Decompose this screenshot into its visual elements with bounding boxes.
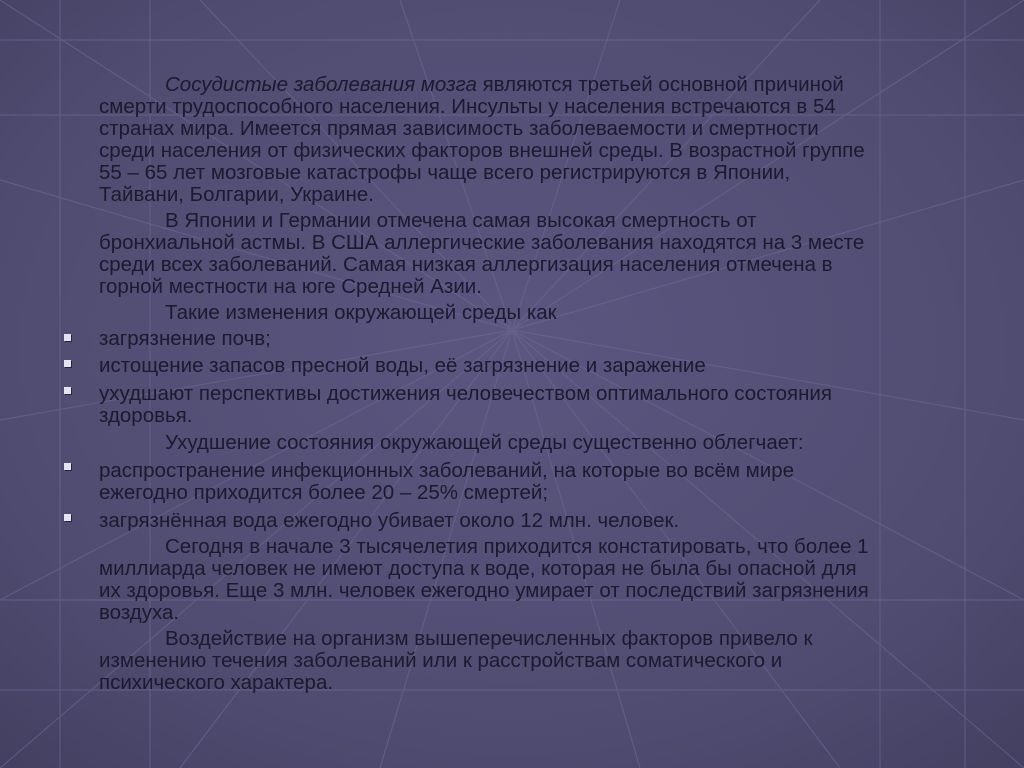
bullet1-1-line1: загрязнение почв;: [99, 327, 271, 350]
p1-line6: Тайвани, Болгарии, Украине.: [99, 183, 374, 206]
bullet2-1-line2: ежегодно приходится более 20 – 25% смертей;: [99, 481, 549, 504]
p6-line2: изменению течения заболеваний или к расстройствам соматического и: [99, 649, 783, 672]
bullet2-1-line1: распространение инфекционных заболеваний, на которые во всём мире: [99, 459, 795, 482]
p1-line3: странах мира. Имеется прямая зависимость заболеваемости и смертности: [99, 117, 819, 140]
bullet-marker: [64, 334, 71, 341]
p1-line1: [165, 74, 844, 96]
bullet-marker: [64, 360, 71, 367]
p3-line1: Такие изменения окружающей среды как: [165, 301, 557, 324]
bullet-marker: [64, 514, 71, 521]
p1-line2: смерти трудоспособного населения. Инсульты у населения встречаются в 54: [99, 95, 836, 118]
bullet1-2-line1: истощение запасов пресной воды, её загрязнение и заражение: [99, 354, 706, 377]
p1-italic-term: Сосудистые заболевания мозга: [165, 73, 477, 96]
p5-line3: их здоровья. Еще 3 млн. человек ежегодно умирает от последствий загрязнения: [99, 579, 869, 602]
bullet1-3-line1: ухудшают перспективы достижения человечеством оптимального состояния: [99, 382, 832, 405]
p6-line3: психического характера.: [99, 671, 334, 694]
p2-line4: горной местности на юге Средней Азии.: [99, 275, 482, 298]
p1-line5: 55 – 65 лет мозговые катастрофы чаще всего регистрируются в Японии,: [99, 161, 791, 184]
p2-line1: В Японии и Германии отмечена самая высокая смертность от: [165, 209, 757, 232]
bullet-marker: [64, 387, 71, 394]
p5-line2: миллиарда человек не имеют доступа к воде, которая не была бы опасной для: [99, 557, 857, 580]
bullet1-3-line2: здоровья.: [99, 404, 193, 427]
p4-line1: Ухудшение состояния окружающей среды существенно облегчает:: [165, 431, 804, 454]
p2-line2: бронхиальной астмы. В США аллергические заболевания находятся на 3 месте: [99, 231, 865, 254]
p1-line1-rest: являются третьей основной причиной: [476, 73, 844, 96]
bullet2-2-line1: загрязнённая вода ежегодно убивает около 12 млн. человек.: [99, 509, 680, 532]
bullet-marker: [64, 463, 71, 470]
p2-line3: среди всех заболеваний. Самая низкая аллергизация населения отмечена в: [99, 253, 833, 276]
p6-line1: Воздействие на организм вышеперечисленных факторов привело к: [165, 627, 813, 650]
p1-line4: среди населения от физических факторов внешней среды. В возрастной группе: [99, 139, 865, 162]
p5-line1: Сегодня в начале 3 тысячелетия приходится констатировать, что более 1: [165, 535, 869, 558]
p5-line4: воздуха.: [99, 601, 180, 624]
